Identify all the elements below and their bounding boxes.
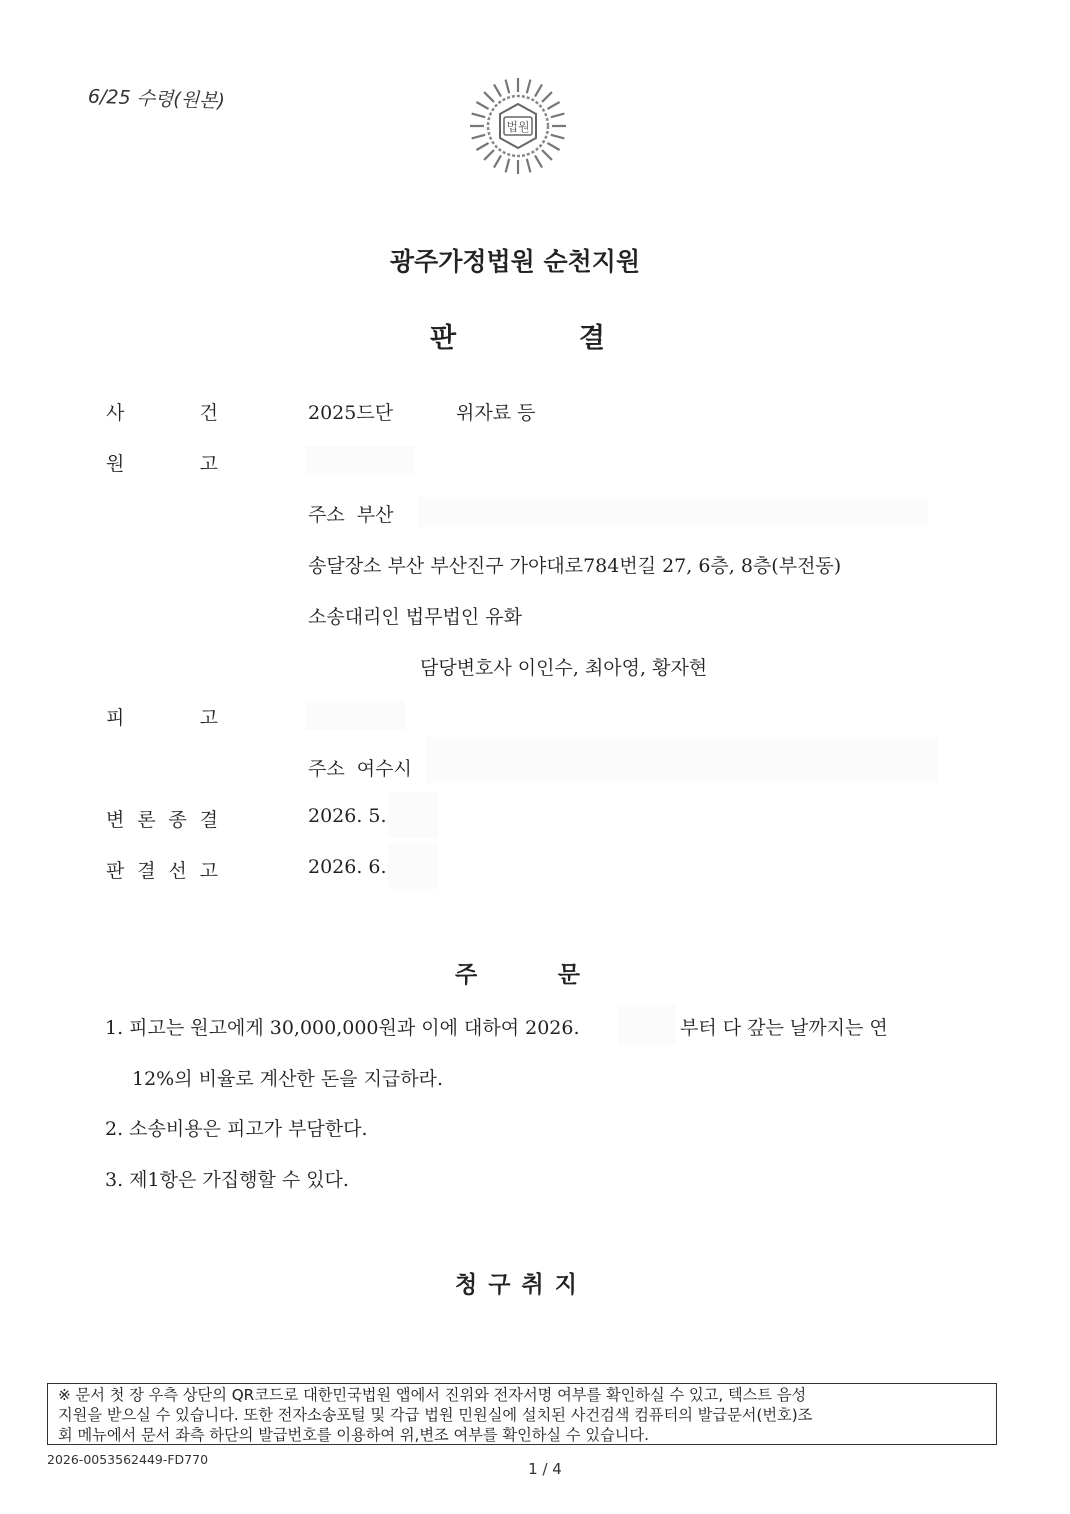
closing-date-label [106, 805, 218, 832]
emblem-petal [484, 150, 494, 160]
redacted-interest-date [618, 1005, 676, 1045]
emblem-petal [535, 84, 542, 96]
label-char: 변 [106, 809, 125, 831]
label-char: 고 [199, 860, 218, 882]
judgment-date-value: 2026. 6. [308, 856, 387, 878]
label-char: 피 [106, 707, 125, 729]
page-number: 1 / 4 [528, 1460, 562, 1478]
emblem-petal [551, 135, 565, 139]
emblem-petal [535, 155, 542, 167]
emblem-petal [472, 114, 486, 118]
closing-date-value: 2026. 5. [308, 805, 387, 827]
redacted-closing-day [388, 792, 438, 838]
redacted-plaintiff-name [305, 446, 415, 476]
notice-line: 회 메뉴에서 문서 좌측 하단의 발급번호를 이용하여 위,변조 여부를 확인하실 수 있습니다. [58, 1426, 649, 1444]
emblem-petal [506, 80, 510, 94]
plaintiff-label [106, 449, 218, 476]
heading-char: 취 [521, 1272, 544, 1298]
redacted-plaintiff-address [418, 497, 928, 527]
handwritten-note: 6/25 수령(원본) [87, 85, 226, 113]
issue-number: 2026-0053562449-FD770 [47, 1452, 209, 1467]
heading-char: 주 [455, 962, 478, 988]
emblem-petal [476, 102, 488, 109]
case-name: 위자료 등 [456, 402, 536, 424]
order-item-1: 1. 피고는 원고에게 30,000,000원과 이에 대하여 2026. [105, 1017, 580, 1039]
court-emblem-icon [466, 74, 570, 178]
redacted-defendant-name [305, 700, 405, 730]
defendant-label [106, 703, 218, 730]
plaintiff-lawyers: 담당변호사 이인수, 최아영, 황자현 [420, 657, 708, 679]
label-char: 결 [137, 860, 156, 882]
emblem-label: 법원 [506, 120, 530, 134]
label-char: 론 [137, 809, 156, 831]
label-char: 건 [199, 402, 218, 424]
label-char: 판 [106, 860, 125, 882]
redacted-defendant-address [425, 737, 937, 783]
order-heading [455, 956, 580, 989]
emblem-petal [542, 92, 552, 102]
heading-char: 문 [557, 962, 580, 988]
document-title-char: 판 [430, 323, 457, 354]
order-item-1-line2: 12%의 비율로 계산한 돈을 지급하라. [132, 1068, 444, 1090]
defendant-address: 주소 여수시 [308, 758, 412, 780]
emblem-petal [547, 102, 559, 109]
notice-line: 지원을 받으실 수 있습니다. 또한 전자소송포털 및 각급 법원 민원실에 설치된 사건검색 컴퓨터의 발급문서(번호)조 [58, 1406, 813, 1424]
order-item-1-cont: 부터 다 갚는 날까지는 연 [680, 1017, 888, 1039]
order-item-3: 3. 제1항은 가집행할 수 있다. [105, 1169, 349, 1191]
case-label [106, 398, 218, 425]
judgment-date-label [106, 856, 218, 883]
label-char: 선 [168, 860, 187, 882]
case-number: 2025드단 [308, 402, 394, 424]
label-char: 고 [199, 453, 218, 475]
emblem-petal [494, 84, 501, 96]
emblem-petal [547, 143, 559, 150]
heading-char: 구 [488, 1272, 511, 1298]
claim-heading [455, 1266, 577, 1299]
emblem-petal [527, 159, 531, 173]
document-title-char: 결 [578, 323, 605, 354]
emblem-petal [472, 135, 486, 139]
emblem-petal [494, 155, 501, 167]
emblem-petal [476, 143, 488, 150]
court-name: 광주가정법원 순천지원 [389, 247, 641, 276]
label-char: 종 [168, 809, 187, 831]
heading-char: 지 [554, 1272, 577, 1298]
order-item-2: 2. 소송비용은 피고가 부담한다. [105, 1118, 368, 1140]
label-char: 고 [199, 707, 218, 729]
label-char: 원 [106, 453, 125, 475]
emblem-petal [506, 159, 510, 173]
emblem-petal [551, 114, 565, 118]
label-char: 결 [199, 809, 218, 831]
emblem-petal [484, 92, 494, 102]
label-char: 사 [106, 402, 125, 424]
emblem-petal [527, 80, 531, 94]
emblem-petal [542, 150, 552, 160]
plaintiff-attorney: 소송대리인 법무법인 유화 [308, 606, 522, 628]
redacted-judgment-day [388, 843, 438, 889]
plaintiff-address: 주소 부산 [308, 504, 394, 526]
document-title [430, 316, 605, 355]
verification-notice [47, 1383, 997, 1445]
heading-char: 청 [455, 1272, 478, 1298]
plaintiff-service-address: 송달장소 부산 부산진구 가야대로784번길 27, 6층, 8층(부전동) [308, 555, 842, 577]
notice-line: ※ 문서 첫 장 우측 상단의 QR코드로 대한민국법원 앱에서 진위와 전자서명 여부를 확인하실 수 있고, 텍스트 음성 [58, 1386, 807, 1404]
